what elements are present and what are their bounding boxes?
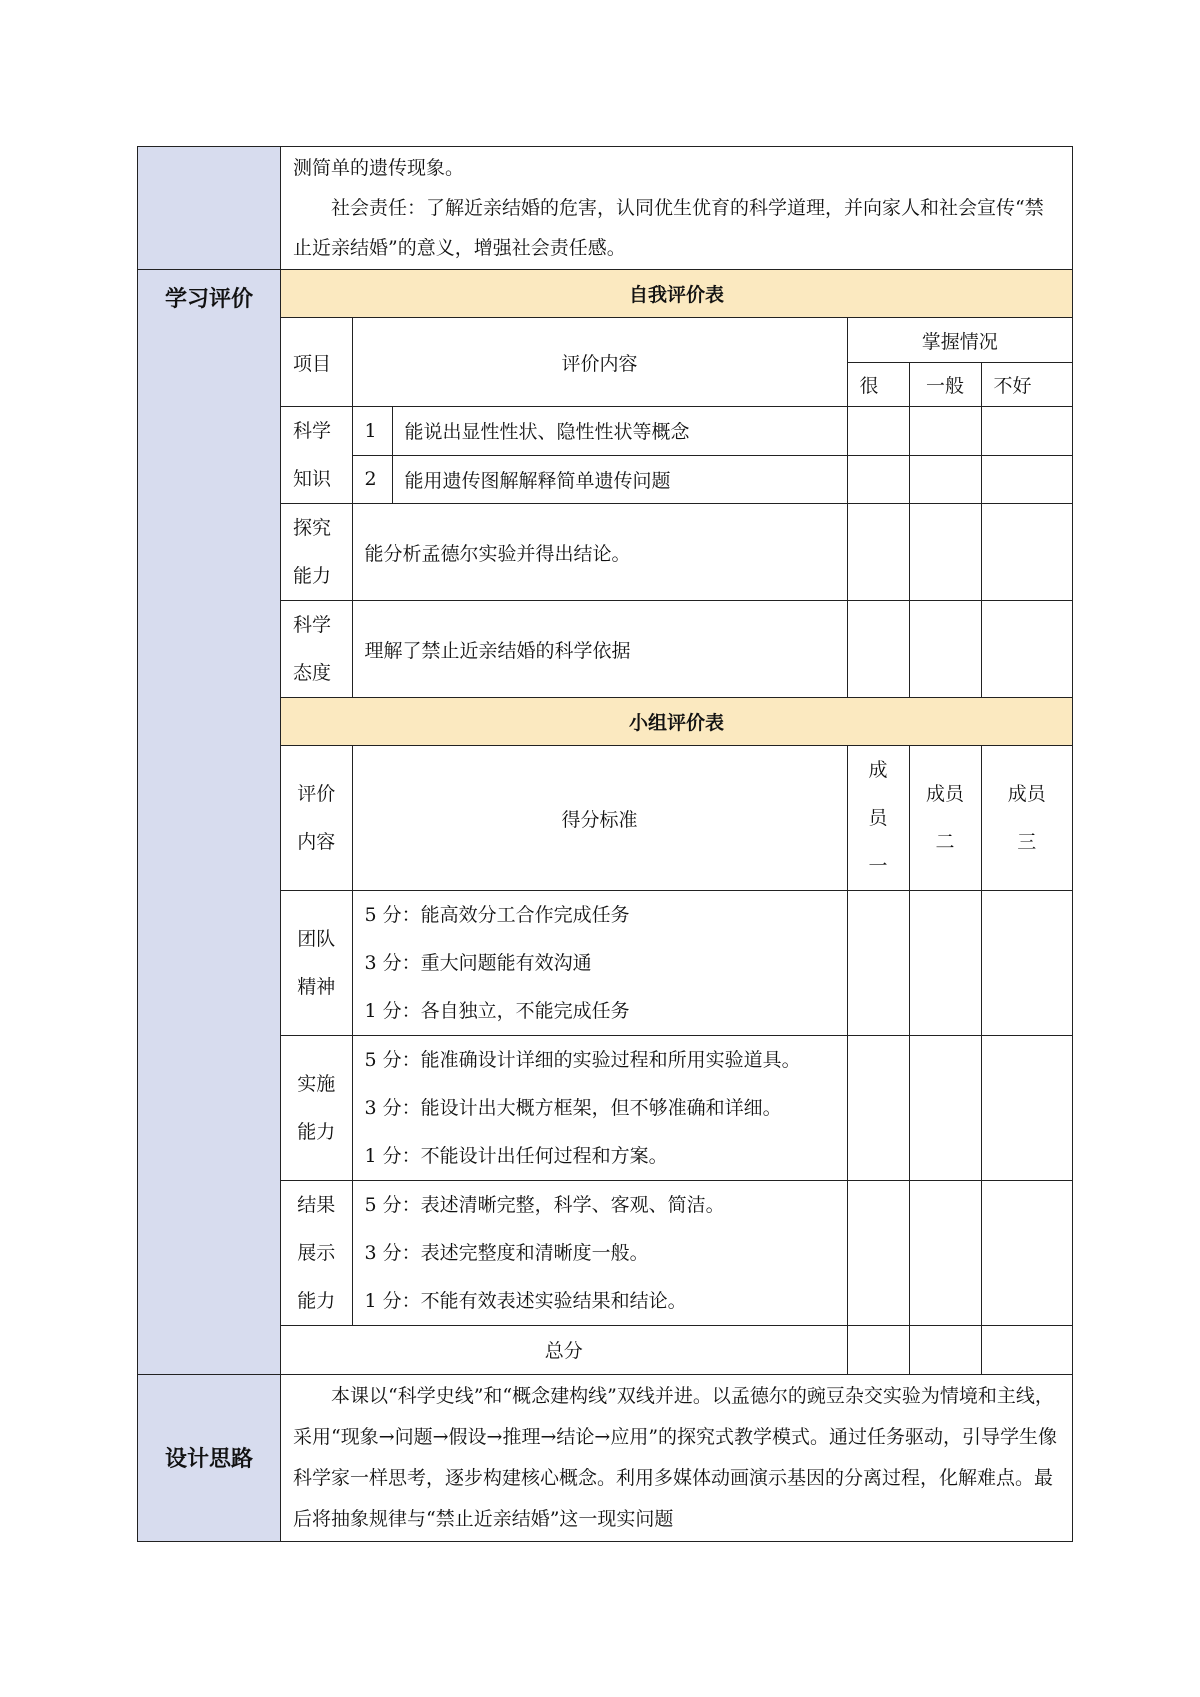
item-line: 能力 <box>293 565 332 587</box>
goals-line-1: 测简单的遗传现象。 <box>293 157 465 179</box>
score-cell[interactable] <box>909 1036 981 1181</box>
item-line: 知识 <box>293 468 332 490</box>
score-cell[interactable] <box>847 1036 909 1181</box>
group-evaluation-table <box>281 698 1072 1374</box>
rating-cell[interactable] <box>847 455 909 504</box>
self-eval-title: 自我评价表 <box>281 270 1072 318</box>
standard-line: 5 分：能准确设计详细的实验过程和所用实验道具。 <box>364 1049 801 1071</box>
score-cell[interactable] <box>981 1181 1072 1326</box>
item-science-attitude <box>281 601 352 698</box>
item-implementation <box>281 1036 352 1181</box>
rating-cell[interactable] <box>981 407 1072 456</box>
header-score-standard: 得分标准 <box>352 746 847 891</box>
score-cell[interactable] <box>847 1181 909 1326</box>
design-paragraph: 本课以“科学史线”和“概念建构线”双线并进。以孟德尔的豌豆杂交实验为情境和主线，采用“现象→问题→假设→推理→结论→应用”的探究式教学模式。通过任务驱动，引导学生像科学家一样思考，逐步构建核心概念。利用多媒体动画演示基因的分离过程，化解难点。最后将抽象规律与“禁止近亲结婚”这一现实问题 <box>293 1384 1058 1530</box>
level-average: 一般 <box>909 363 981 407</box>
criterion-text: 能分析孟德尔实验并得出结论。 <box>352 504 847 601</box>
item-inquiry-ability <box>281 504 352 601</box>
standard-line: 3 分：表述完整度和清晰度一般。 <box>364 1242 649 1264</box>
header-member-2 <box>909 746 981 891</box>
evaluation-side-label: 学习评价 <box>138 270 281 1375</box>
criterion-text: 能用遗传图解解释简单遗传问题 <box>392 455 847 504</box>
standard-line: 3 分：重大问题能有效沟通 <box>364 952 592 974</box>
evaluation-content-cell <box>281 270 1073 1375</box>
item-line: 探究 <box>293 517 332 539</box>
rating-cell[interactable] <box>981 455 1072 504</box>
header-line: 成员 <box>1007 783 1046 805</box>
header-eval-content <box>281 746 352 891</box>
header-item: 项目 <box>281 318 352 407</box>
evaluation-row <box>138 270 1073 1375</box>
goals-social-responsibility: 社会责任：了解近亲结婚的危害，认同优生优育的科学道理，并向家人和社会宣传“禁止近亲结婚”的意义，增强社会责任感。 <box>293 197 1044 259</box>
standard-line: 1 分：不能设计出任何过程和方案。 <box>364 1145 668 1167</box>
level-good: 很 <box>847 363 909 407</box>
item-line: 能力 <box>297 1121 336 1143</box>
rating-cell[interactable] <box>847 407 909 456</box>
score-cell[interactable] <box>909 1181 981 1326</box>
level-poor: 不好 <box>981 363 1072 407</box>
item-line: 精神 <box>297 976 336 998</box>
item-teamwork <box>281 891 352 1036</box>
lesson-plan-table <box>137 146 1073 1542</box>
standard-line: 3 分：能设计出大概方框架，但不够准确和详细。 <box>364 1097 782 1119</box>
goals-text-cell <box>281 147 1073 270</box>
header-mastery: 掌握情况 <box>847 318 1072 363</box>
design-row <box>138 1374 1073 1541</box>
sub-number: 1 <box>352 407 392 456</box>
header-line: 成 <box>868 759 888 781</box>
design-text-cell <box>281 1374 1073 1541</box>
header-line: 员 <box>868 807 888 829</box>
item-science-knowledge <box>281 407 352 504</box>
header-member-3 <box>981 746 1072 891</box>
total-cell[interactable] <box>847 1326 909 1374</box>
standards-list <box>352 891 847 1036</box>
rating-cell[interactable] <box>909 601 981 698</box>
standard-line: 1 分：不能有效表述实验结果和结论。 <box>364 1290 687 1312</box>
sub-number: 2 <box>352 455 392 504</box>
criterion-text: 能说出显性性状、隐性性状等概念 <box>392 407 847 456</box>
header-line: 三 <box>1017 831 1037 853</box>
item-line: 科学 <box>293 614 332 636</box>
standard-line: 5 分：表述清晰完整，科学、客观、简洁。 <box>364 1194 725 1216</box>
self-evaluation-table <box>281 270 1072 698</box>
side-cell-blank <box>138 147 281 270</box>
item-line: 结果 <box>297 1194 336 1216</box>
standard-line: 5 分：能高效分工合作完成任务 <box>364 904 630 926</box>
standard-line: 1 分：各自独立，不能完成任务 <box>364 1000 630 1022</box>
criterion-text: 理解了禁止近亲结婚的科学依据 <box>352 601 847 698</box>
rating-cell[interactable] <box>847 504 909 601</box>
item-line: 科学 <box>293 420 332 442</box>
item-line: 展示 <box>297 1242 336 1264</box>
total-cell[interactable] <box>981 1326 1072 1374</box>
goals-continuation-row <box>138 147 1073 270</box>
rating-cell[interactable] <box>909 455 981 504</box>
score-cell[interactable] <box>981 1036 1072 1181</box>
total-score-label: 总分 <box>281 1326 847 1374</box>
rating-cell[interactable] <box>981 504 1072 601</box>
rating-cell[interactable] <box>847 601 909 698</box>
header-line: 二 <box>935 831 955 853</box>
header-content: 评价内容 <box>352 318 847 407</box>
header-line: 评价 <box>297 783 336 805</box>
item-line: 实施 <box>297 1073 336 1095</box>
rating-cell[interactable] <box>981 601 1072 698</box>
score-cell[interactable] <box>981 891 1072 1036</box>
score-cell[interactable] <box>909 891 981 1036</box>
header-line: 一 <box>868 855 888 877</box>
header-line: 内容 <box>297 831 336 853</box>
total-cell[interactable] <box>909 1326 981 1374</box>
header-line: 成员 <box>925 783 964 805</box>
design-side-label: 设计思路 <box>138 1374 281 1541</box>
score-cell[interactable] <box>847 891 909 1036</box>
item-line: 团队 <box>297 928 336 950</box>
item-line: 能力 <box>297 1290 336 1312</box>
standards-list <box>352 1036 847 1181</box>
standards-list <box>352 1181 847 1326</box>
item-result-presentation <box>281 1181 352 1326</box>
rating-cell[interactable] <box>909 407 981 456</box>
group-eval-title: 小组评价表 <box>281 698 1072 746</box>
rating-cell[interactable] <box>909 504 981 601</box>
header-member-1 <box>847 746 909 891</box>
document-page <box>137 146 1073 1542</box>
item-line: 态度 <box>293 662 332 684</box>
